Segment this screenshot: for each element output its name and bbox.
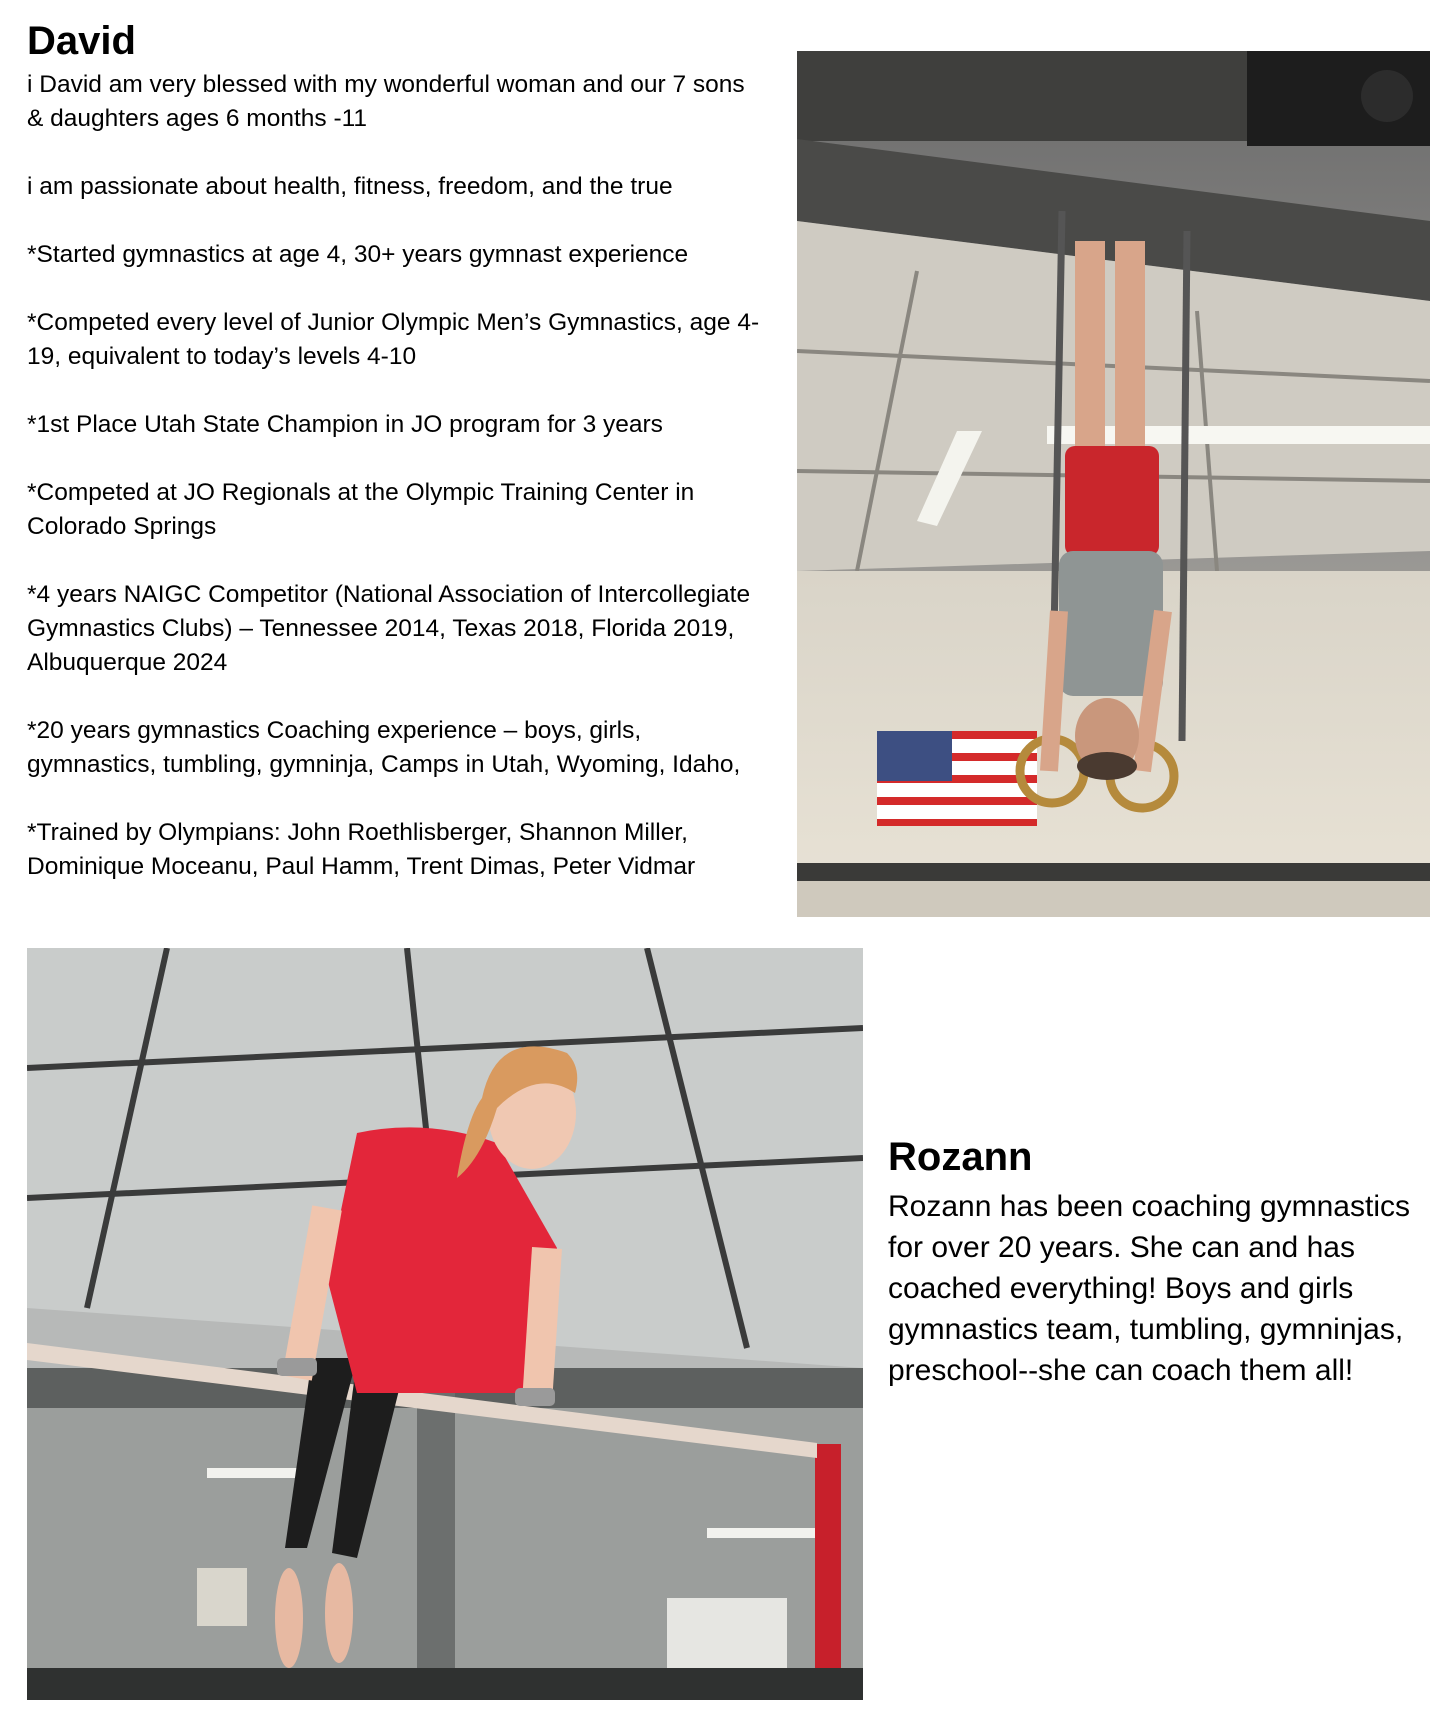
- david-bio-paragraph: *4 years NAIGC Competitor (National Association of Intercollegiate Gymnastics Clubs) – Tennessee 2014, Texas 2018, Florida 2019, Albuquerque 2024: [27, 581, 751, 676]
- david-bio-paragraph: i David am very blessed with my wonderful woman and our 7 sons & daughters ages 6 months -11: [27, 71, 745, 132]
- david-bio-paragraph: i am passionate about health, fitness, freedom, and the true: [27, 173, 673, 200]
- david-name-heading: David: [27, 19, 136, 63]
- david-bio-paragraph: *Trained by Olympians: John Roethlisberger, Shannon Miller, Dominique Moceanu, Paul Hamm, Trent Dimas, Peter Vidmar: [27, 819, 696, 880]
- david-bio-paragraph: *Competed at JO Regionals at the Olympic Training Center in Colorado Springs: [27, 479, 695, 540]
- david-rings-photo: [797, 51, 1430, 917]
- david-bio-paragraph: *Started gymnastics at age 4, 30+ years gymnast experience: [27, 241, 689, 268]
- rozann-name-heading: Rozann: [888, 1135, 1033, 1179]
- david-bio-paragraph: *20 years gymnastics Coaching experience – boys, girls, gymnastics, tumbling, gymninja, Camps in Utah, Wyoming, Idaho,: [27, 717, 741, 778]
- rozann-bio-paragraph: Rozann has been coaching gymnastics for over 20 years. She can and has coached everything! Boys and girls gymnastics team, tumbling, gymninjas, preschool--she can coach them all!: [888, 1190, 1410, 1387]
- david-bio-paragraph: *Competed every level of Junior Olympic Men’s Gymnastics, age 4-19, equivalent to today’s levels 4-10: [27, 309, 760, 370]
- david-bio-paragraph: *1st Place Utah State Champion in JO program for 3 years: [27, 411, 663, 438]
- rozann-bars-photo: [27, 948, 863, 1700]
- david-bio-list: [27, 68, 767, 884]
